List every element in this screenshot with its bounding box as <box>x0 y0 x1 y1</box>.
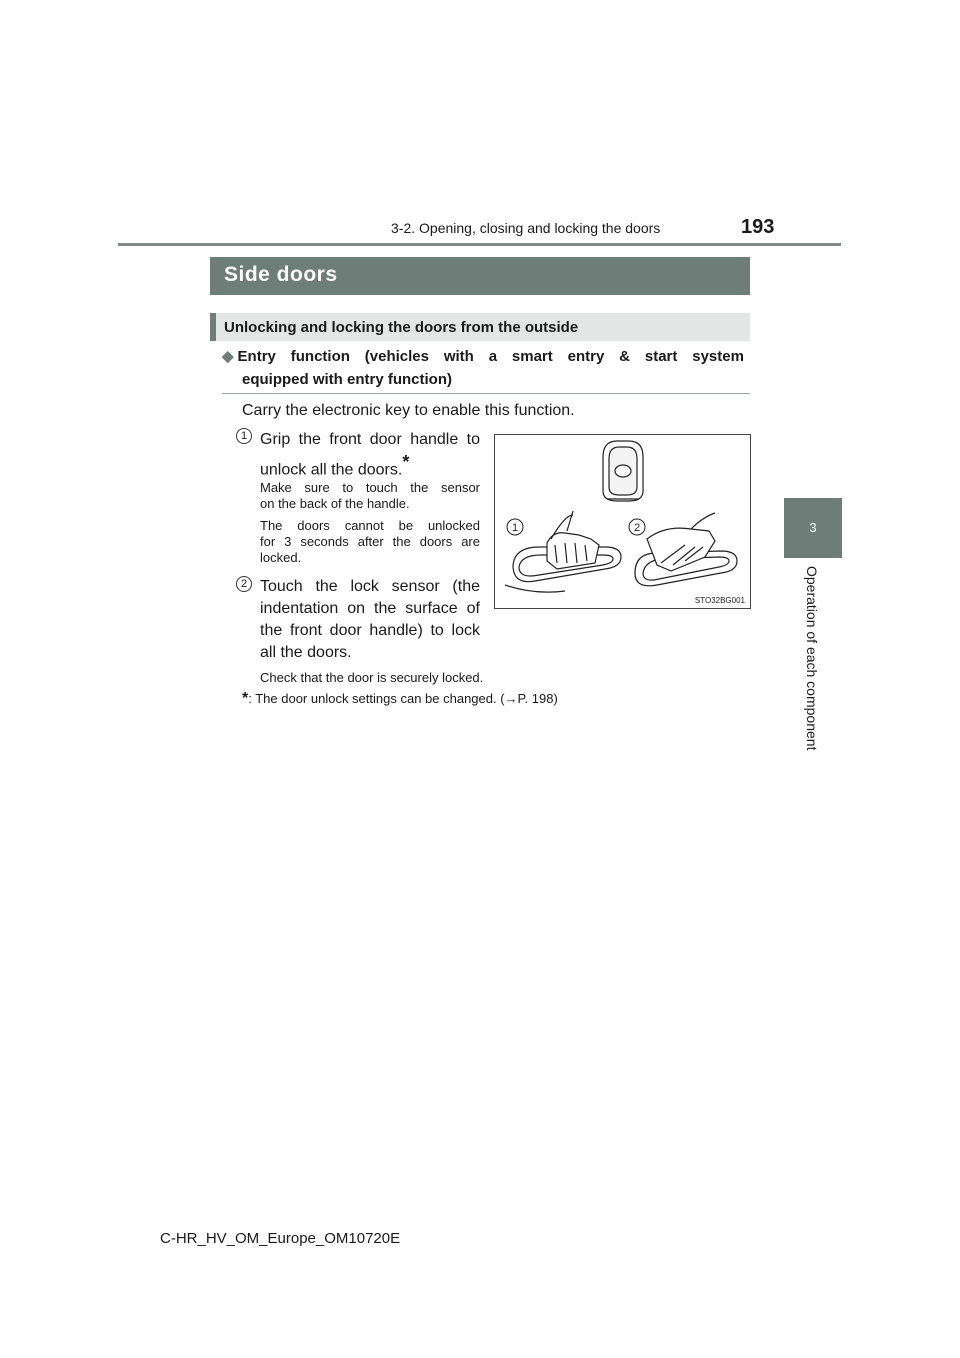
note-line: for 3 seconds after the doors are <box>260 534 480 549</box>
footnote <box>242 690 558 708</box>
step-2-line: all the doors. <box>260 644 352 661</box>
chapter-side-label: Operation of each component <box>804 566 820 751</box>
check-text: Check that the door is securely locked. <box>260 670 484 685</box>
entry-heading-word: with <box>443 348 474 365</box>
entry-function-heading <box>222 345 744 391</box>
entry-heading-word: (vehicles <box>364 348 429 365</box>
chapter-number: 3 <box>809 520 817 535</box>
asterisk-marker: * <box>402 452 410 472</box>
door-handle-illustration <box>494 434 751 609</box>
entry-heading-word: entry <box>567 348 605 365</box>
heading-rule <box>222 393 750 394</box>
header-section-title: 3-2. Opening, closing and locking the doors <box>391 220 661 236</box>
entry-heading-word: a <box>488 348 498 365</box>
step-number-2: 2 <box>236 576 252 592</box>
document-footer-code: C-HR_HV_OM_Europe_OM10720E <box>160 1230 401 1247</box>
section-title-bar <box>210 257 750 295</box>
subsection-bar-edge <box>210 313 216 341</box>
footnote-asterisk: * <box>242 690 249 707</box>
section-title: Side doors <box>224 263 338 286</box>
chapter-tab <box>784 498 842 558</box>
step-1-line: unlock all the doors.* <box>260 452 410 479</box>
step-1-line: Grip the front door handle to <box>260 431 480 448</box>
step-1-note-2 <box>260 518 480 566</box>
subsection-title: Unlocking and locking the doors from the outside <box>224 319 579 336</box>
entry-intro: Carry the electronic key to enable this function. <box>242 402 575 419</box>
step-number-1: 1 <box>236 428 252 444</box>
footnote-text: : The door unlock settings can be changed. (→P. 198) <box>248 691 558 706</box>
step-1-note-1 <box>260 480 480 512</box>
step-2-line: Touch the lock sensor (the <box>260 578 480 595</box>
step-2-line: indentation on the surface of <box>260 600 480 617</box>
callout-1-label: 1 <box>511 522 519 534</box>
door-handle-drawing <box>495 435 750 608</box>
entry-heading-line1 <box>222 345 744 368</box>
entry-heading-word: ◆ Entry <box>222 348 276 365</box>
right-door-handle <box>635 513 737 586</box>
entry-heading-word: function <box>290 348 350 365</box>
subsection-bar <box>210 313 750 341</box>
chapter-side-label-wrap <box>802 566 822 762</box>
entry-heading-line2: equipped with entry function) <box>242 371 452 388</box>
note-line: The doors cannot be unlocked <box>260 518 480 533</box>
step-1-text <box>260 429 480 481</box>
entry-heading-word: & <box>619 348 631 365</box>
step-2-line: the front door handle) to lock <box>260 622 480 639</box>
callout-2-label: 2 <box>633 522 641 534</box>
entry-heading-word: system <box>692 348 744 365</box>
header-rule <box>118 243 841 246</box>
step-2-text <box>260 576 480 664</box>
note-line: Make sure to touch the sensor <box>260 480 480 495</box>
entry-heading-word: start <box>644 348 678 365</box>
diamond-bullet-icon: ◆ <box>222 348 234 365</box>
figure-code: STO32BG001 <box>694 596 745 605</box>
entry-heading-word: smart <box>511 348 553 365</box>
note-line: locked. <box>260 550 302 565</box>
smart-key-icon <box>603 441 643 501</box>
page-number: 193 <box>741 216 775 238</box>
note-line: on the back of the handle. <box>260 496 410 511</box>
